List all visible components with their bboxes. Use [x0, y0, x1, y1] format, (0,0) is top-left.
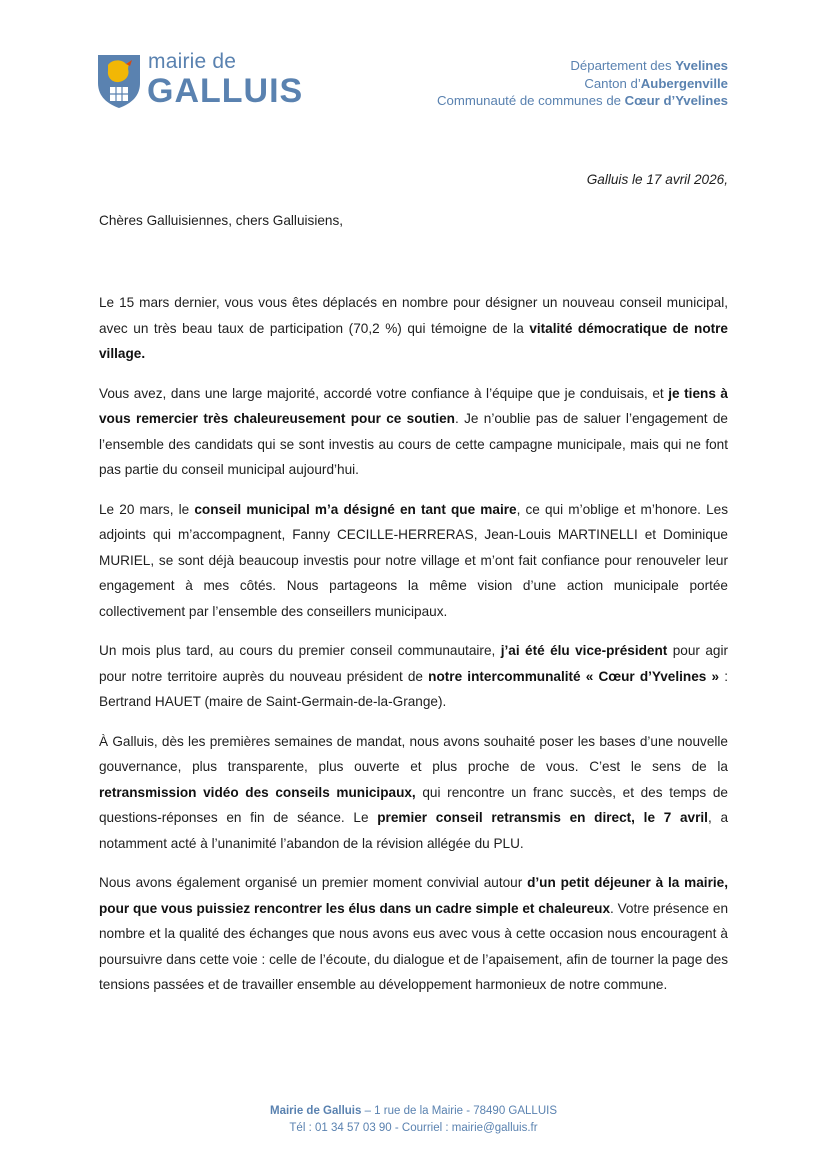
emphasized-text: j’ai été élu vice-président — [500, 643, 668, 658]
coat-of-arms-icon — [96, 53, 142, 109]
emphasized-text: je tiens à vous remercier très chaleureusement pour ce soutien — [99, 385, 728, 426]
paragraph-text: Vous avez, dans une large majorité, accordé votre confiance à l’équipe que je conduisais, et — [99, 385, 669, 401]
org-line-canton: Canton d’Aubergenville — [584, 75, 728, 91]
administrative-affiliation — [437, 57, 728, 110]
paragraph-text: : Bertrand HAUET (maire de Saint-Germain-de-la-Grange). — [99, 668, 728, 709]
footer-address: Mairie de Galluis – 1 rue de la Mairie - 78490 GALLUIS — [269, 1105, 557, 1117]
paragraph-text: . Je n’oublie pas de saluer l’engagement de l’ensemble des candidats qui se sont investis au cours de cette campagne municipale, mais qui ne font pas partie du conseil municipal aujourd’hui. — [99, 411, 728, 477]
letter-paragraph — [99, 729, 728, 857]
paragraph-text: À Galluis, dès les premières semaines de mandat, nous avons souhaité poser les bases d’une nouvelle gouvernance, plus transparente, plus ouverte et plus proche de vous. C’est le sens de la — [99, 733, 728, 774]
emphasized-text: vitalité démocratique de notre village. — [99, 320, 728, 361]
emphasized-text: conseil municipal m’a désigné en tant que maire — [194, 501, 517, 517]
org-line-department: Département des Yvelines — [570, 58, 728, 73]
letter-paragraph — [99, 638, 728, 715]
paragraph-text: , a notamment acté à l’unanimité l’abandon de la révision allégée du PLU. — [99, 810, 728, 851]
emphasized-text: d’un petit déjeuner à la mairie, pour que vous puissiez rencontrer les élus dans un cadre simple et chaleureux — [99, 875, 728, 916]
paragraph-text: Un mois plus tard, au cours du premier conseil communautaire, — [99, 643, 501, 658]
mairie-logo — [96, 50, 336, 110]
letter-paragraph — [99, 497, 728, 625]
paragraph-text: Le 20 mars, le — [99, 501, 195, 517]
letter-paragraph — [99, 290, 728, 367]
paragraph-text: Nous avons également organisé un premier moment convivial autour — [99, 875, 528, 890]
org-line-community: Communauté de communes de Cœur d’Yvelines — [437, 93, 728, 108]
logo-text-small: mairie de — [148, 50, 237, 73]
letter-date: Galluis le 17 avril 2026, — [586, 172, 728, 187]
letter-greeting: Chères Galluisiennes, chers Galluisiens, — [99, 213, 344, 228]
paragraph-text: pour agir pour notre territoire auprès du nouveau président de — [99, 643, 728, 684]
emphasized-text: retransmission vidéo des conseils municipaux, — [99, 784, 416, 800]
logo-text-big: GALLUIS — [147, 72, 304, 110]
letter-body — [99, 290, 728, 1012]
paragraph-text: , ce qui m’oblige et m’honore. Les adjoints qui m’accompagnent, Fanny CECILLE-HERRERAS, Jean-Louis MARTINELLI et Dominique MURIEL, se sont déjà beaucoup investis pour notre village et m’ont fait confiance pour renouveler leur engagement à mes côtés. Nous partageons la même vision d’une action municipale portée collectivement par l’ensemble des conseillers municipaux. — [99, 501, 728, 619]
paragraph-text: Le 15 mars dernier, vous vous êtes déplacés en nombre pour désigner un nouveau conseil municipal, avec un très beau taux de participation (70,2 %) qui témoigne de la — [99, 295, 728, 336]
footer-contact: Tél : 01 34 57 03 90 - Courriel : mairie@galluis.fr — [289, 1122, 538, 1134]
letter-paragraph — [99, 870, 728, 998]
letter-paragraph — [99, 381, 728, 483]
emphasized-text: premier conseil retransmis en direct, le 7 avril — [377, 810, 708, 825]
page-footer — [0, 1103, 827, 1137]
paragraph-text: . Votre présence en nombre et la qualité des échanges que nous avons eus avec vous à cette occasion nous encouragent à poursuivre dans cette voie : celle de l’écoute, du dialogue et de l’apaisement, afin de tourner la page des tensions passées et de travailler ensemble au développement harmonieux de notre commune. — [99, 900, 729, 992]
emphasized-text: notre intercommunalité « Cœur d’Yvelines » — [428, 668, 720, 684]
paragraph-text: qui rencontre un franc succès, et des temps de questions-réponses en fin de séance. Le — [99, 784, 728, 825]
